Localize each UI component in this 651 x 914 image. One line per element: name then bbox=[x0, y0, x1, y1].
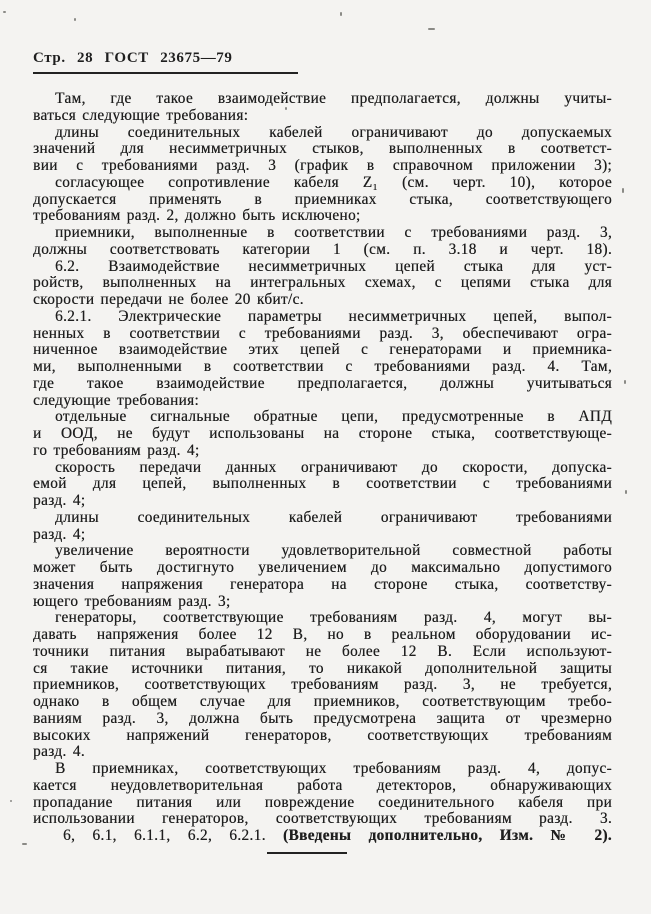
text-line: кается неудовлетворительная работа детекторов, обнаруживающих bbox=[33, 776, 612, 794]
final-line-bold: (Введены дополнительно, Изм. № 2). bbox=[283, 827, 612, 844]
text-line: вии с требованиями разд. 3 (график в справочном приложении 3); bbox=[33, 157, 612, 174]
text-line: скорости передачи не более 20 кбит/с. bbox=[33, 291, 304, 308]
text-line: точники питания вырабатывают не более 12 В. Если используют- bbox=[33, 642, 612, 660]
text-line: может быть достигнуто увеличением до максимально допустимого bbox=[33, 559, 612, 576]
final-line bbox=[33, 828, 612, 845]
doc-number: ГОСТ 23675—79 bbox=[104, 50, 233, 66]
text-line: го требованиям разд. 4; bbox=[33, 441, 200, 459]
text-line: увеличение вероятности удовлетворительной совместной работы bbox=[55, 542, 612, 560]
text-line: ми, выполненными в соответствии с требованиями разд. 4. Там, bbox=[33, 358, 612, 375]
text-line: следующие требования: bbox=[33, 391, 200, 409]
text-line: значения напряжения генератора на стороне стыка, соответству- bbox=[33, 575, 612, 593]
text-line: согласующее сопротивление кабеля Z₁ (см. черт. 10), которое bbox=[55, 173, 612, 191]
text-line: где такое взаимодействие предполагается, должны учитываться bbox=[33, 374, 612, 392]
text-line: должны соответствовать категории 1 (см. п. 3.18 и черт. 18). bbox=[33, 240, 612, 258]
text-line: ющего требованиям разд. 3; bbox=[33, 592, 231, 610]
text-line: ваться следующие требования: bbox=[33, 106, 249, 124]
page-header bbox=[33, 0, 612, 68]
text-line: ся такие источники питания, то никакой дополнительной защиты bbox=[33, 659, 612, 677]
body-text bbox=[33, 91, 612, 828]
page-number: Стр. 28 bbox=[33, 50, 94, 66]
text-line: ваниям разд. 3, должна быть предусмотрена защита от чрезмерно bbox=[33, 709, 612, 727]
text-line: Там, где такое взаимодействие предполагается, должны учиты- bbox=[55, 90, 612, 107]
text-line: 6.2.1. Электрические параметры несимметричных цепей, выпол- bbox=[55, 307, 612, 325]
scan-artifact bbox=[10, 800, 12, 802]
text-line: емой для цепей, выполненных в соответствии с требованиями bbox=[33, 475, 612, 493]
text-line: требованиям разд. 2, должно быть исключено; bbox=[33, 207, 361, 225]
scan-artifact bbox=[3, 11, 6, 13]
text-line: ниченное взаимодействие этих цепей с генераторами и приемника- bbox=[33, 341, 612, 359]
final-line-plain: 6, 6.1, 6.1.1, 6.2, 6.2.1. bbox=[63, 827, 266, 844]
header-rule bbox=[33, 72, 298, 74]
end-rule bbox=[267, 852, 347, 854]
text-line: и ООД, не будут использованы на стороне стыка, соответствующе- bbox=[33, 425, 612, 442]
text-line: высоких напряжений генераторов, соответствующих требованиям bbox=[33, 726, 612, 744]
text-line: ненных в соответствии с требованиями разд. 3, обеспечивают огра- bbox=[33, 324, 612, 342]
text-line: длины соединительных кабелей ограничивают требованиями bbox=[55, 508, 612, 526]
text-line: разд. 4; bbox=[33, 525, 86, 543]
text-line: разд. 4. bbox=[33, 743, 85, 761]
text-line: скорость передачи данных ограничивают до скорости, допуска- bbox=[55, 458, 612, 476]
text-line: приемников, соответствующих требованиям разд. 3, не требуется, bbox=[33, 676, 612, 694]
scan-artifact bbox=[625, 490, 627, 494]
text-line: длины соединительных кабелей ограничивают до допускаемых bbox=[55, 123, 612, 141]
text-line: 6.2. Взаимодействие несимметричных цепей стыка для уст- bbox=[55, 257, 612, 275]
text-line: значений для несимметричных стыков, выполненных в соответст- bbox=[33, 140, 612, 158]
text-line: однако в общем случае для приемников, соответствующим требо- bbox=[33, 693, 612, 710]
scan-artifact bbox=[624, 380, 626, 384]
scan-artifact bbox=[622, 188, 624, 193]
text-line: пропадание питания или повреждение соединительного кабеля при bbox=[33, 793, 612, 811]
text-line: приемники, выполненные в соответствии с требованиями разд. 3, bbox=[55, 224, 612, 241]
text-line: разд. 4; bbox=[33, 492, 86, 509]
text-line: В приемниках, соответствующих требованиям разд. 4, допус- bbox=[55, 760, 612, 777]
text-line: допускается применять в приемниках стыка, соответствующего bbox=[33, 190, 612, 208]
text-line: отдельные сигнальные обратные цепи, предусмотренные в АПД bbox=[55, 408, 612, 426]
text-line: использовании генераторов, соответствующих требованиям разд. 3. bbox=[33, 810, 612, 828]
text-line: генераторы, соответствующие требованиям разд. 4, могут вы- bbox=[55, 609, 612, 627]
text-line: ройств, выполненных на интегральных схемах, с цепями стыка для bbox=[33, 274, 612, 292]
text-line: давать напряжения более 12 В, но в реальном оборудовании ис- bbox=[33, 626, 612, 643]
scan-artifact bbox=[22, 843, 27, 845]
